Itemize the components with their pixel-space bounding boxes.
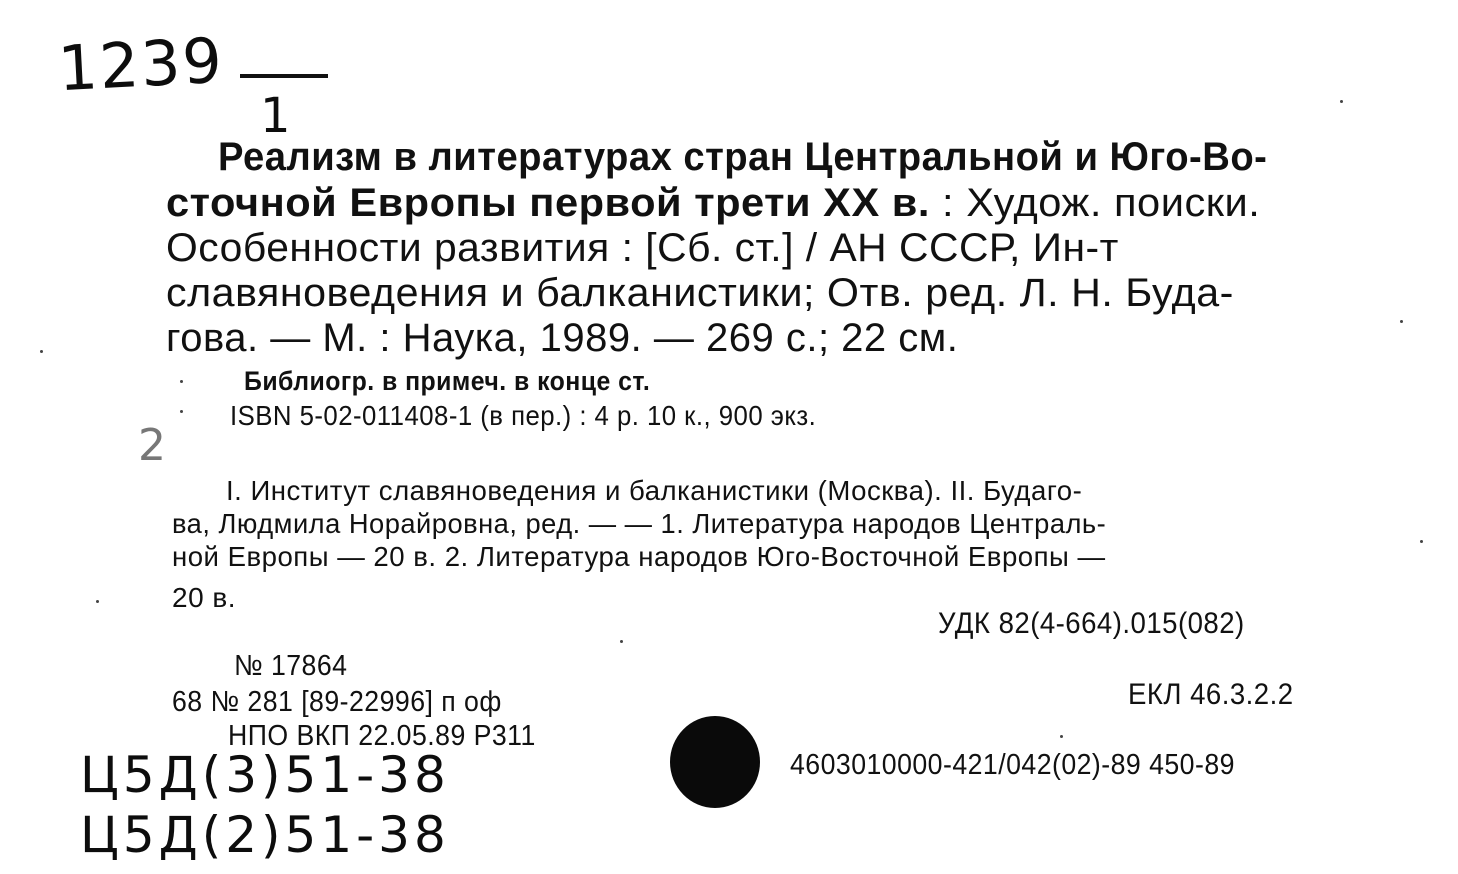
- tracing-line-1: I. Институт славяноведения и балканистики (Москва). II. Будаго-: [226, 475, 1083, 506]
- scan-speck: [620, 640, 623, 643]
- scan-speck: [40, 350, 43, 353]
- title-line-1: [218, 135, 1267, 180]
- handwritten-call-number: 1239: [56, 23, 226, 106]
- npo-info: НПО ВКП 22.05.89 Р311: [228, 720, 536, 752]
- scan-speck: [96, 600, 99, 603]
- udk-code: УДК 82(4-664).015(082): [938, 607, 1245, 640]
- series-code: 4603010000-421/042(02)-89 450-89: [790, 749, 1235, 781]
- handwritten-shelfmark-1: Ц5Д(3)51-38: [80, 746, 450, 804]
- handwritten-fraction-denominator: 1: [260, 88, 295, 144]
- scan-speck: [1420, 540, 1423, 543]
- fraction-bar: [240, 74, 328, 78]
- tracing-line-3: ной Европы — 20 в. 2. Литература народов Юго-Восточной Европы —: [172, 541, 1106, 572]
- scan-speck: [1340, 100, 1343, 103]
- title-line-5: гова. — М. : Наука, 1989. — 269 с.; 22 см.: [166, 316, 959, 360]
- tracing-line-2: ва, Людмила Норайровна, ред. — — 1. Литература народов Централь-: [172, 508, 1107, 539]
- bibliography-note: Библиогр. в примеч. в конце ст.: [244, 366, 651, 396]
- order-info: 68 № 281 [89-22996] п оф: [172, 686, 502, 718]
- scan-speck: [1400, 320, 1403, 323]
- scan-speck: [1060, 735, 1063, 738]
- ekl-code: ЕКЛ 46.3.2.2: [1128, 678, 1294, 711]
- title-line-3: Особенности развития : [Сб. ст.] / АН СССР, Ин-т: [166, 226, 1119, 270]
- title-text-bold-2: сточной Европы первой трети XX в.: [166, 181, 930, 225]
- scan-speck: [180, 410, 183, 413]
- isbn-line: ISBN 5-02-011408-1 (в пер.) : 4 р. 10 к., 900 экз.: [230, 400, 817, 431]
- title-text-bold-1: Реализм в литературах стран Центральной и Юго-Во-: [218, 135, 1268, 179]
- margin-handwritten-note: 2: [138, 420, 170, 471]
- title-line-2: [166, 181, 1260, 226]
- tracing-line-4: 20 в.: [172, 582, 237, 613]
- card-number: № 17864: [234, 650, 348, 682]
- punch-hole: [670, 716, 760, 808]
- title-subtitle: : Худож. поиски.: [929, 181, 1261, 225]
- handwritten-shelfmark-2: Ц5Д(2)51-38: [80, 806, 450, 864]
- title-line-4: славяноведения и балканистики; Отв. ред. Л. Н. Буда-: [166, 271, 1234, 315]
- scan-speck: [180, 380, 183, 383]
